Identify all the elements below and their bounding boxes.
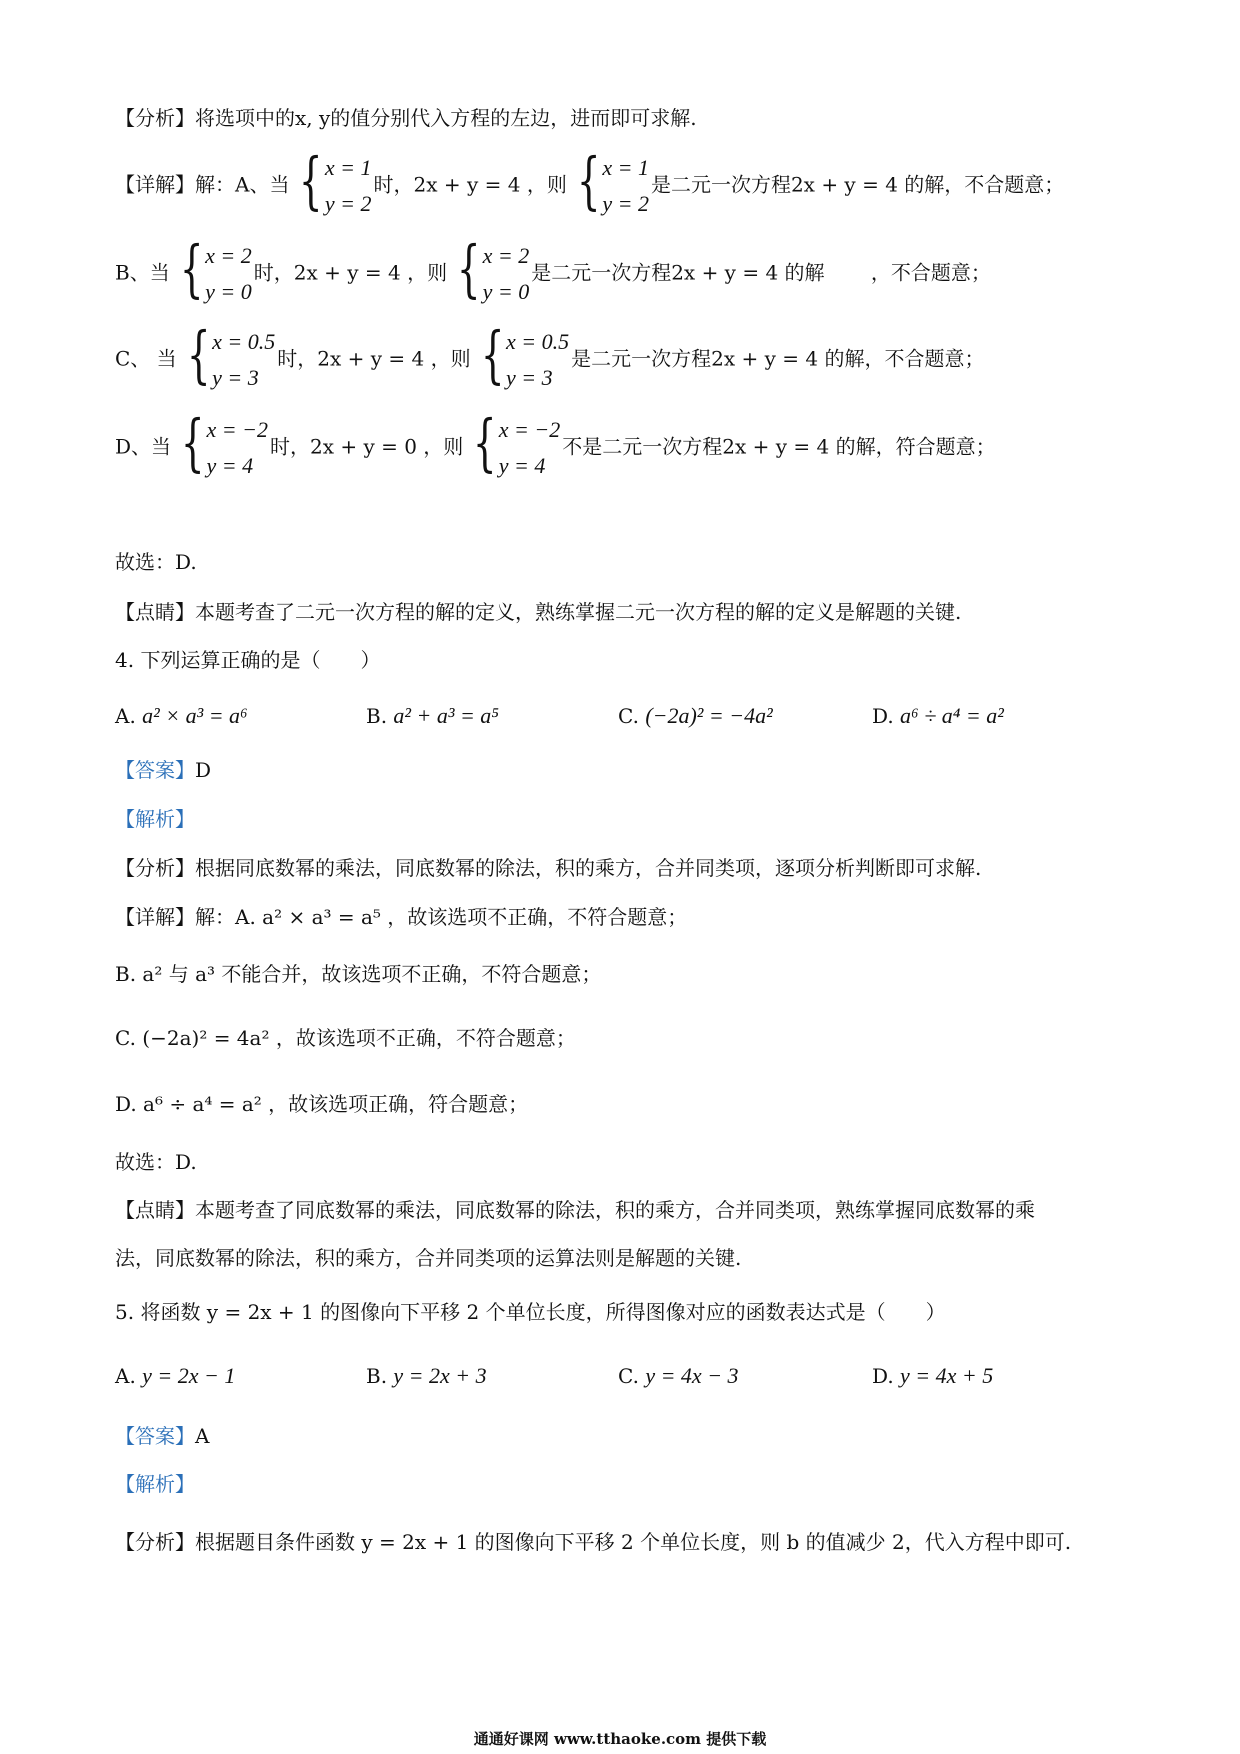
q4-detail-a: 【详解】解：A. a² × a³ = a⁵ ，故该选项不正确，不符合题意；	[115, 905, 688, 929]
q3-detail-a	[115, 144, 1140, 222]
option-expr: a² × a³ = a⁶	[142, 703, 248, 728]
equation-system: { x = −2 y = 4	[173, 412, 268, 484]
option-label: A.	[115, 704, 136, 728]
option-expr: (−2a)² = −4a²	[645, 703, 773, 728]
equation-system: { x = 1 y = 2	[569, 150, 649, 222]
q5-option-a	[115, 1362, 235, 1390]
sys-row: y = 4	[498, 453, 546, 478]
sys-row: y = 0	[205, 279, 252, 304]
q3-b-suffix: 是二元一次方程2x + y = 4 的解 ，不合题意；	[531, 260, 991, 285]
q3-b-prefix: B、当	[115, 260, 170, 285]
equation-system: { x = 0.5 y = 3	[179, 324, 276, 396]
answer-value: A	[195, 1424, 210, 1448]
answer-value: D	[195, 758, 212, 782]
equation-system: { x = 0.5 y = 3	[473, 324, 570, 396]
option-label: D.	[872, 704, 894, 728]
q4-option-b	[366, 702, 499, 730]
option-label: B.	[366, 704, 388, 728]
sys-row: x = −2	[206, 417, 268, 442]
q4-comment-1: 【点睛】本题考查了同底数幂的乘法，同底数幂的除法，积的乘方，合并同类项，熟练掌握同底数幂的乘	[115, 1198, 1035, 1222]
page-footer: 通通好课网 www.tthaoke.com 提供下载	[473, 1730, 767, 1748]
sys-row: y = 3	[212, 365, 259, 390]
q4-jiexi: 【解析】	[115, 807, 195, 831]
q3-c-suffix: 是二元一次方程2x + y = 4 的解，不合题意；	[571, 346, 985, 371]
q3-b-mid: 时，2x + y = 4 ，则	[253, 260, 448, 285]
q5-option-b	[366, 1362, 487, 1390]
sys-row: y = 2	[324, 191, 372, 216]
equation-system: { x = −2 y = 4	[465, 412, 560, 484]
q3-a-suffix: 是二元一次方程2x + y = 4 的解，不合题意；	[650, 172, 1065, 197]
q5-stem: 5. 将函数 y = 2x + 1 的图像向下平移 2 个单位长度，所得图像对应的函数表达式是（ ）	[115, 1300, 946, 1324]
option-expr: y = 2x + 3	[393, 1363, 487, 1388]
q3-c-prefix: C、 当	[115, 346, 177, 371]
q3-detail-d	[115, 406, 1140, 484]
q3-d-mid: 时，2x + y = 0 ，则	[269, 434, 464, 459]
q3-d-prefix: D、当	[115, 434, 172, 459]
option-label: A.	[115, 1364, 136, 1388]
q3-detail-c	[115, 318, 1140, 396]
q5-analysis: 【分析】根据题目条件函数 y = 2x + 1 的图像向下平移 2 个单位长度，则 b 的值减少 2，代入方程中即可.	[115, 1530, 1072, 1554]
q5-option-d	[872, 1362, 993, 1390]
sys-row: y = 0	[482, 279, 530, 304]
option-expr: a⁶ ÷ a⁴ = a²	[900, 703, 1004, 728]
sys-row: x = 1	[602, 155, 649, 180]
q3-comment: 【点睛】本题考查了二元一次方程的解的定义，熟练掌握二元一次方程的解的定义是解题的关键.	[115, 600, 962, 624]
sys-row: y = 3	[506, 365, 553, 390]
sys-row: y = 4	[206, 453, 254, 478]
q4-detail-d: D. a⁶ ÷ a⁴ = a² ，故该选项正确，符合题意；	[115, 1092, 529, 1116]
q5-answer	[115, 1422, 1140, 1450]
equation-system: { x = 2 y = 0	[172, 238, 252, 310]
q4-detail-b: B. a² 与 a³ 不能合并，故该选项不正确，不符合题意；	[115, 962, 602, 986]
q4-choice: 故选：D.	[115, 1150, 197, 1174]
option-expr: y = 4x − 3	[645, 1363, 739, 1388]
q3-a-prefix: 【详解】解：A、当	[115, 172, 290, 197]
q4-option-d	[872, 702, 1004, 730]
option-label: C.	[618, 1364, 639, 1388]
q4-answer	[115, 756, 1140, 784]
q4-stem: 4. 下列运算正确的是（ ）	[115, 648, 381, 672]
sys-row: x = 2	[205, 243, 252, 268]
q3-choice: 故选：D.	[115, 550, 197, 574]
option-expr: y = 4x + 5	[900, 1363, 994, 1388]
q3-d-suffix: 不是二元一次方程2x + y = 4 的解，符合题意；	[562, 434, 996, 459]
q4-option-c	[618, 702, 773, 730]
q5-option-c	[618, 1362, 739, 1390]
option-label: C.	[618, 704, 639, 728]
sys-row: x = 0.5	[506, 329, 570, 354]
option-expr: a² + a³ = a⁵	[393, 703, 499, 728]
option-label: B.	[366, 1364, 388, 1388]
q4-option-a	[115, 702, 248, 730]
q3-c-mid: 时，2x + y = 4 ，则	[277, 346, 471, 371]
q4-detail-c: C. (−2a)² = 4a² ，故该选项不正确，不符合题意；	[115, 1026, 576, 1050]
sys-row: x = 0.5	[212, 329, 276, 354]
sys-row: y = 2	[602, 191, 649, 216]
q3-a-mid: 时，2x + y = 4 ，则	[373, 172, 567, 197]
option-label: D.	[872, 1364, 894, 1388]
equation-system: { x = 2 y = 0	[449, 238, 529, 310]
q5-jiexi: 【解析】	[115, 1472, 195, 1496]
q4-comment-2: 法，同底数幂的除法，积的乘方，合并同类项的运算法则是解题的关键.	[115, 1246, 742, 1270]
option-expr: y = 2x − 1	[142, 1363, 236, 1388]
answer-tag: 【答案】	[115, 1424, 195, 1448]
q4-analysis: 【分析】根据同底数幂的乘法，同底数幂的除法，积的乘方，合并同类项，逐项分析判断即可求解.	[115, 856, 982, 880]
sys-row: x = −2	[498, 417, 561, 442]
sys-row: x = 1	[324, 155, 372, 180]
equation-system: { x = 1 y = 2	[291, 150, 371, 222]
answer-tag: 【答案】	[115, 758, 195, 782]
q3-detail-b	[115, 232, 1140, 310]
q3-analysis: 【分析】将选项中的x, y的值分别代入方程的左边，进而即可求解.	[115, 106, 697, 130]
sys-row: x = 2	[482, 243, 530, 268]
